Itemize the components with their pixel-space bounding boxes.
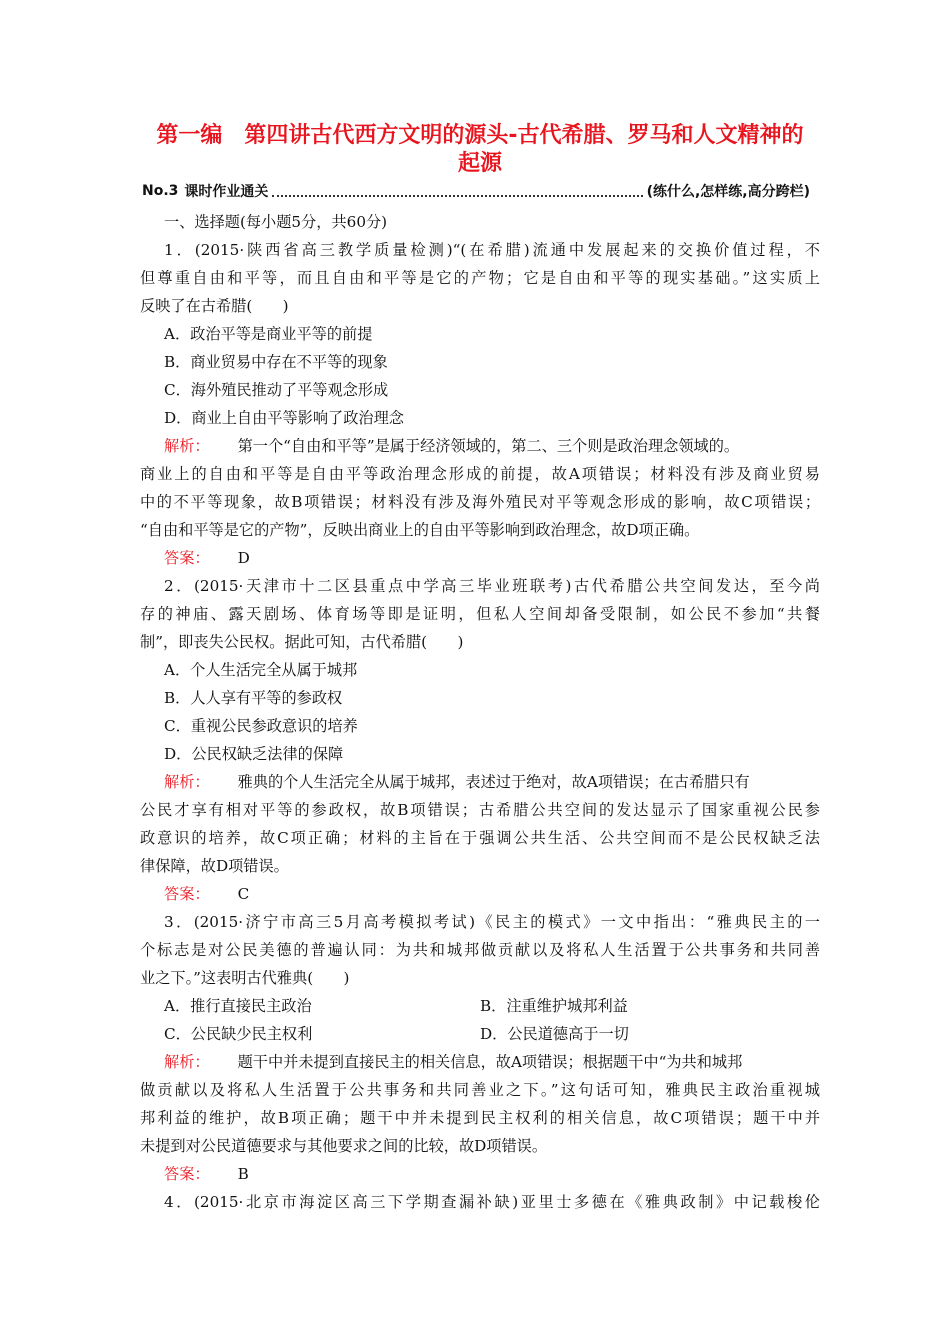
section-bar: [142, 180, 810, 202]
q2-analysis-line: 公民才享有相对平等的参政权，故B项错误；古希腊公共空间的发达显示了国家重视公民参: [140, 801, 820, 819]
q3-stem-line: 个标志是对公民美德的普遍认同：为共和城邦做贡献以及将私人生活置于公共事务和共同善: [140, 941, 820, 959]
answer-label: 答案：: [164, 549, 210, 567]
q3-stem-line: 3．(2015·济宁市高三5月高考模拟考试)《民主的模式》一文中指出：“雅典民主的一: [164, 913, 820, 931]
q3-analysis-line: [164, 1052, 820, 1072]
analysis-label: 解析：: [164, 773, 210, 791]
q3-analysis-line: 未提到对公民道德要求与其他要求之间的比较，故D项错误。: [140, 1137, 548, 1155]
q2-option-c: C．重视公民参政意识的培养: [164, 717, 358, 735]
q4-stem-line: 4．(2015·北京市海淀区高三下学期查漏补缺)亚里士多德在《雅典政制》中记载梭伦: [164, 1193, 820, 1211]
q2-option-d: D．公民权缺乏法律的保障: [164, 745, 344, 763]
q1-option-c: C．海外殖民推动了平等观念形成: [164, 381, 389, 399]
q3-option-a: A．推行直接民主政治: [164, 997, 312, 1015]
title-line-1: 第一编 第四讲古代西方文明的源头-古代希腊、罗马和人文精神的: [156, 123, 804, 148]
section-tagline: (练什么,怎样练,高分跨栏): [646, 184, 810, 200]
q3-option-c: C．公民缺少民主权利: [164, 1025, 313, 1043]
page-title: [140, 122, 820, 178]
q3-analysis-line: 做贡献以及将私人生活置于公共事务和共同善业之下。”这句话可知，雅典民主政治重视城: [140, 1081, 820, 1099]
q3-answer: [164, 1164, 249, 1184]
q2-option-b: B．人人享有平等的参政权: [164, 689, 343, 707]
q3-option-b: B．注重维护城邦利益: [480, 997, 628, 1015]
q1-analysis-line: “自由和平等是它的产物”，反映出商业上的自由平等影响到政治理念，故D项正确。: [140, 521, 700, 539]
q1-analysis-line: 商业上的自由和平等是自由平等政治理念形成的前提，故A项错误；材料没有涉及商业贸易: [140, 465, 820, 483]
q1-analysis-line: 中的不平等现象，故B项错误；材料没有涉及海外殖民对平等观念形成的影响，故C项错误；: [140, 493, 820, 511]
title-line-2: 起源: [457, 151, 502, 176]
q1-analysis-line: [164, 436, 820, 456]
analysis-text: 题干中并未提到直接民主的相关信息，故A项错误；根据题干中“为共和城邦: [237, 1053, 743, 1071]
dotted-leader: [272, 185, 642, 197]
analysis-text: 第一个“自由和平等”是属于经济领域的，第二、三个则是政治理念领域的。: [237, 437, 740, 455]
q1-answer: [164, 548, 250, 568]
answer-label: 答案：: [164, 885, 210, 903]
answer-label: 答案：: [164, 1165, 210, 1183]
analysis-text: 雅典的个人生活完全从属于城邦，表述过于绝对，故A项错误；在古希腊只有: [237, 773, 750, 791]
q2-analysis-line: 政意识的培养，故C项正确；材料的主旨在于强调公共生活、公共空间而不是公民权缺乏法: [140, 829, 820, 847]
section-heading: 一、选择题(每小题5分，共60分): [164, 213, 388, 231]
analysis-label: 解析：: [164, 1053, 210, 1071]
q2-stem-line: 制”，即丧失公民权。据此可知，古代希腊( ): [140, 633, 464, 651]
section-number: No.3: [142, 183, 179, 199]
section-name: 课时作业通关: [184, 184, 269, 200]
analysis-label: 解析：: [164, 437, 210, 455]
q3-option-d: D．公民道德高于一切: [480, 1025, 629, 1043]
q1-option-d: D．商业上自由平等影响了政治理念: [164, 409, 404, 427]
answer-value: C: [237, 885, 250, 903]
q1-stem-line: 但尊重自由和平等，而且自由和平等是它的产物；它是自由和平等的现实基础。”这实质上: [140, 269, 820, 287]
q2-analysis-line: [164, 772, 820, 792]
q3-stem-line: 业之下。”这表明古代雅典( ): [140, 969, 350, 987]
q1-stem-line: 1．(2015·陕西省高三教学质量检测)“(在希腊)流通中发展起来的交换价值过程，不: [164, 241, 820, 259]
q3-analysis-line: 邦利益的维护，故B项正确；题干中并未提到民主权利的相关信息，故C项错误；题干中并: [140, 1109, 820, 1127]
answer-value: B: [237, 1165, 249, 1183]
q2-answer: [164, 884, 249, 904]
q1-stem-line: 反映了在古希腊( ): [140, 297, 289, 315]
q2-analysis-line: 律保障，故D项错误。: [140, 857, 289, 875]
q2-option-a: A．个人生活完全从属于城邦: [164, 661, 358, 679]
answer-value: D: [237, 549, 250, 567]
q1-option-b: B．商业贸易中存在不平等的现象: [164, 353, 388, 371]
q2-stem-line: 存的神庙、露天剧场、体育场等即是证明，但私人空间却备受限制，如公民不参加“共餐: [140, 605, 820, 623]
q2-stem-line: 2．(2015·天津市十二区县重点中学高三毕业班联考)古代希腊公共空间发达，至今尚: [164, 577, 820, 595]
q1-option-a: A．政治平等是商业平等的前提: [164, 325, 373, 343]
